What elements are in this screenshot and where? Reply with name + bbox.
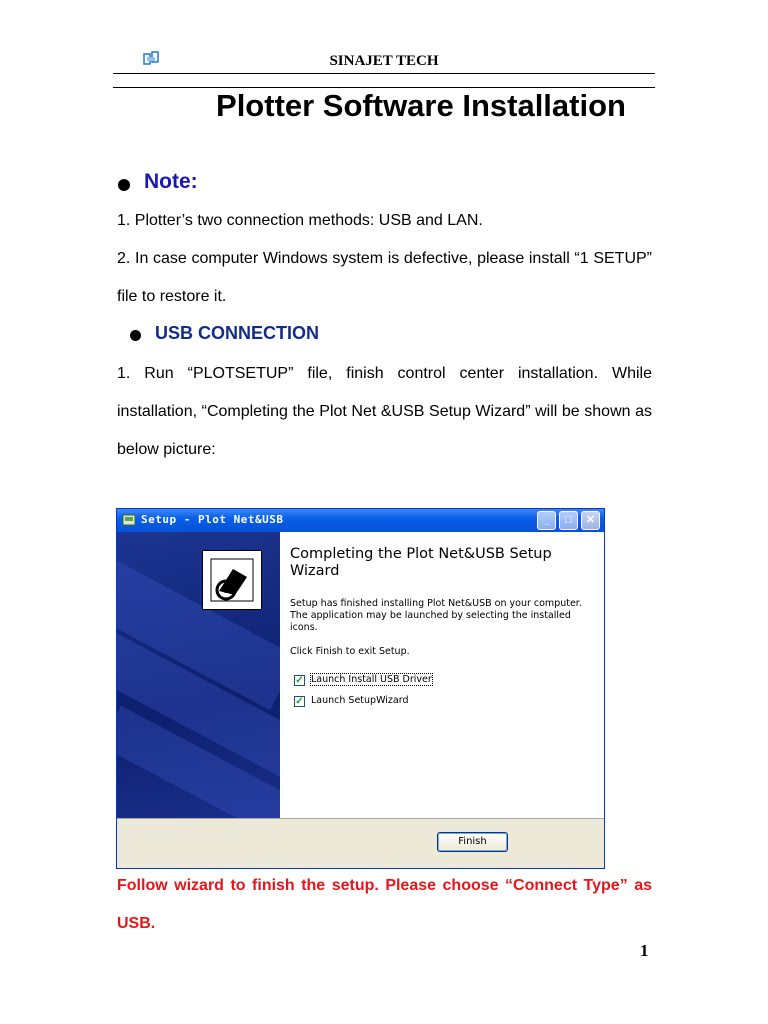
note-line-1: 1. Plotter’s two connection methods: USB and LAN. [117, 212, 483, 229]
finish-button[interactable]: Finish [437, 832, 508, 852]
close-icon[interactable]: ✕ [581, 511, 600, 530]
wizard-finished-text: Setup has finished installing Plot Net&USB on your computer. The application may be launched by selecting the installed icons. [290, 598, 582, 633]
maximize-icon[interactable]: □ [559, 511, 578, 530]
wizard-exit-text: Click Finish to exit Setup. [290, 646, 410, 657]
wizard-content-panel [280, 532, 604, 818]
page-number: 1 [640, 941, 649, 960]
launch-setupwizard-label: Launch SetupWizard [311, 695, 409, 706]
launch-usb-driver-checkbox[interactable]: ✓ [295, 675, 304, 686]
launch-usb-driver-label: Launch Install USB Driver [311, 674, 432, 685]
window-title: Setup - Plot Net&USB [141, 513, 284, 526]
launch-setupwizard-checkbox[interactable]: ✓ [295, 696, 304, 707]
wizard-sidebar-graphic [117, 532, 280, 818]
note-heading: Note: [144, 170, 198, 193]
usb-connection-heading: USB CONNECTION [155, 323, 320, 343]
header-rule [113, 73, 655, 74]
minimize-icon[interactable]: _ [537, 511, 556, 530]
window-titlebar [117, 509, 604, 532]
footer-divider [117, 818, 604, 819]
setup-app-icon [122, 513, 136, 527]
usb-step-1: 1. Run “PLOTSETUP” file, finish control center installation. While installation, “Completing the Plot Net &USB Setup Wizard” will be shown as below picture: [117, 365, 652, 458]
header-company-name: SINAJET TECH [329, 53, 439, 69]
wizard-heading: Completing the Plot Net&USB Setup Wizard [290, 546, 552, 579]
wizard-instruction-warning: Follow wizard to finish the setup. Please choose “Connect Type” as USB. [117, 877, 652, 932]
bullet-icon [130, 330, 141, 341]
setup-disc-icon [202, 550, 262, 610]
note-line-2: 2. In case computer Windows system is defective, please install “1 SETUP” file to restore it. [117, 250, 652, 305]
bullet-icon [118, 179, 130, 191]
document-title: Plotter Software Installation [216, 88, 626, 123]
setup-wizard-window [116, 508, 605, 869]
